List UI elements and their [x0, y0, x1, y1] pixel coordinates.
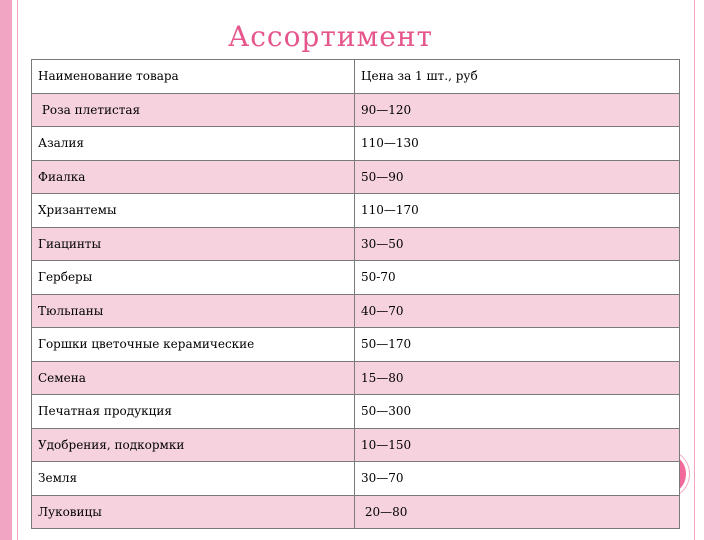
product-name: Тюльпаны [32, 294, 355, 328]
left-decor-bar [0, 0, 12, 540]
table-row [32, 227, 680, 261]
product-name: Азалия [32, 127, 355, 161]
table-row [32, 395, 680, 429]
product-name: Семена [32, 361, 355, 395]
table-row [32, 261, 680, 295]
product-name: Удобрения, подкормки [32, 428, 355, 462]
product-price: 50—170 [355, 328, 680, 362]
table-header-row [32, 60, 680, 94]
table-row [32, 462, 680, 496]
table-row [32, 160, 680, 194]
right-decor-bar [704, 0, 720, 540]
assortment-table [31, 59, 680, 529]
product-price: 50—90 [355, 160, 680, 194]
product-price: 30—70 [355, 462, 680, 496]
table-row [32, 428, 680, 462]
slide-title: Ассортимент [228, 20, 434, 53]
product-price: 40—70 [355, 294, 680, 328]
table-row [32, 93, 680, 127]
header-price: Цена за 1 шт., руб [355, 60, 680, 94]
product-price: 110—170 [355, 194, 680, 228]
product-name: Герберы [32, 261, 355, 295]
product-price: 20—80 [355, 495, 680, 529]
product-name: Гиацинты [32, 227, 355, 261]
table-row [32, 127, 680, 161]
product-price: 15—80 [355, 361, 680, 395]
product-price: 110—130 [355, 127, 680, 161]
product-name: Луковицы [32, 495, 355, 529]
product-name: Хризантемы [32, 194, 355, 228]
product-name: Земля [32, 462, 355, 496]
right-decor-line [694, 0, 695, 540]
left-decor-line [17, 0, 18, 540]
table-row [32, 328, 680, 362]
product-price: 50-70 [355, 261, 680, 295]
product-name: Роза плетистая [32, 93, 355, 127]
table-row [32, 495, 680, 529]
product-price: 30—50 [355, 227, 680, 261]
product-name: Фиалка [32, 160, 355, 194]
product-name: Печатная продукция [32, 395, 355, 429]
product-price: 90—120 [355, 93, 680, 127]
table-row [32, 294, 680, 328]
table-row [32, 194, 680, 228]
table-row [32, 361, 680, 395]
header-product-name: Наименование товара [32, 60, 355, 94]
product-name: Горшки цветочные керамические [32, 328, 355, 362]
product-price: 50—300 [355, 395, 680, 429]
product-price: 10—150 [355, 428, 680, 462]
